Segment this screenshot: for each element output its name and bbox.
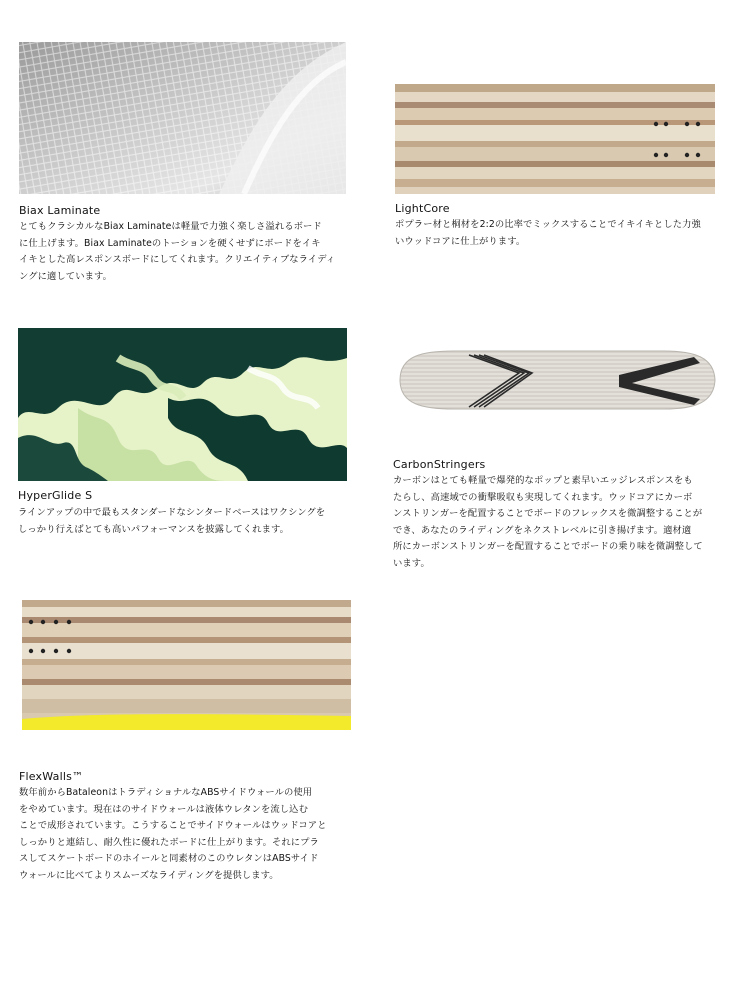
biax-laminate-title: Biax Laminate xyxy=(19,204,101,217)
hyperglide-description: ラインアップの中で最もスタンダードなシンタードベースはワクシングを しっかり行えばとても高いパフォーマンスを披露してくれます。 xyxy=(18,507,326,535)
hyperglide-image xyxy=(18,328,347,481)
hyperglide-title: HyperGlide S xyxy=(18,489,93,502)
flexwalls-title: FlexWalls™ xyxy=(19,770,84,783)
biax-laminate-description: とてもクラシカルなBiax Laminateは軽量で力強く楽しさ溢れるボード に仕上げます。Biax Laminateのトーションを硬くせずにボードをイキ イキとした高レスポンスボードにしてくれます。クリエイティブなライディ ングに適しています。 xyxy=(19,221,336,282)
lightcore-description: ポプラー材と桐材を2:2の比率でミックスすることでイキイキとした力強 いウッドコアに仕上がります。 xyxy=(395,219,701,247)
biax-laminate-image xyxy=(19,42,346,194)
carbonstringers-image xyxy=(394,345,718,415)
flexwalls-image xyxy=(22,600,351,730)
flexwalls-description: 数年前からBataleonはトラディショナルなABSサイドウォールの使用 をやめています。現在はのサイドウォールは液体ウレタンを流し込む ことで成形されています。こうすることでサイドウォールはウッドコアと しっかりと連結し、耐久性に優れたボードに仕上がります。それにプラ スしてスケートボードのホイールと同素材のこのウレタンはABSサイド ウォールに比べてよりスムーズなライディングを提供します。 xyxy=(19,787,327,881)
lightcore-title: LightCore xyxy=(395,202,450,215)
lightcore-image xyxy=(395,84,715,194)
carbonstringers-title: CarbonStringers xyxy=(393,458,486,471)
carbonstringers-description: カーボンはとても軽量で爆発的なポップと素早いエッジレスポンスをも たらし、高速域での衝撃吸収も実現してくれます。ウッドコアにカーボ ンストリンガーを配置することでボードのフレックスを微調整することが でき、あなたのライディングをネクストレベルに引き揚げます。適材適 所にカーボンストリンガーを配置することでボードの乗り味を微調整して います。 xyxy=(393,475,703,569)
